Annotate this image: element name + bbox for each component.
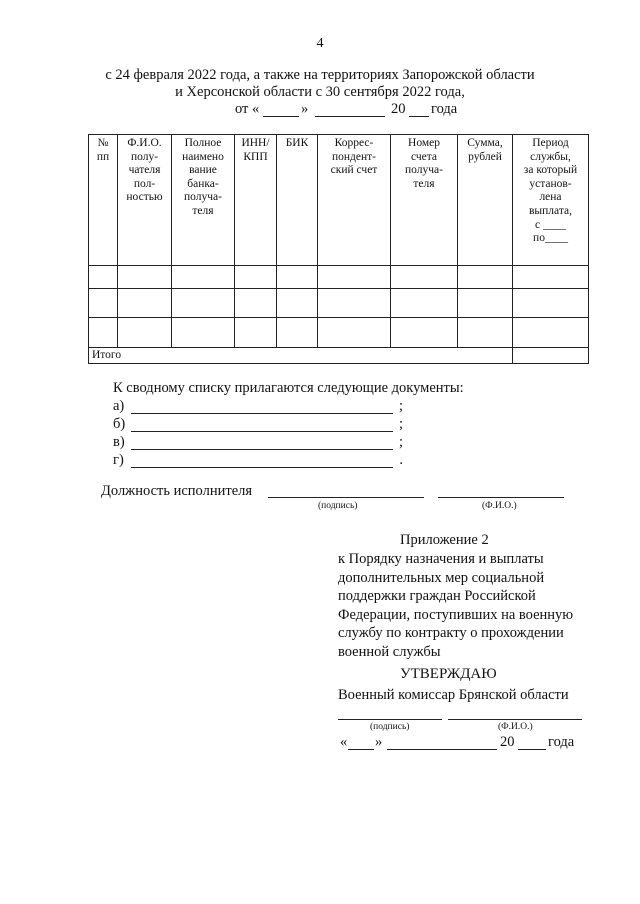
approver-signature-caption: (подпись) [370, 722, 410, 732]
approval-year-word: года [548, 734, 575, 750]
approval-title: УТВЕРЖДАЮ [400, 666, 497, 682]
executor-position-label: Должность исполнителя [101, 483, 253, 499]
approval-date-line [340, 734, 590, 752]
document-item-blank [131, 431, 393, 432]
appendix-line: военной службы [338, 643, 441, 660]
approver-name-line [448, 719, 582, 720]
month-blank [315, 116, 385, 117]
document-item-blank [131, 413, 393, 414]
document-item-label: г) [113, 452, 124, 468]
date-open-quote: от « [235, 101, 260, 117]
column-header: БИК [277, 135, 318, 266]
year-word: года [431, 101, 458, 117]
table-header-row [89, 135, 589, 266]
approver-position: Военный комиссар Брянской области [338, 687, 569, 703]
approval-day-blank [348, 749, 374, 750]
header-line-2: и Херсонской области с 30 сентября 2022 года, [175, 84, 465, 100]
document-item [113, 434, 403, 452]
column-header: Коррес- пондент- ский счет [318, 135, 391, 266]
table-row [89, 266, 589, 289]
document-item-label: в) [113, 434, 125, 450]
column-header: Период службы, за который установ- лена выплата, с ____ по____ [513, 135, 589, 266]
approver-name-caption: (Ф.И.О.) [498, 722, 533, 732]
date-close-quote: » [301, 101, 309, 117]
executor-name-line [438, 497, 564, 498]
document-item-end: . [399, 452, 403, 468]
document-item-label: а) [113, 398, 125, 414]
document-item [113, 416, 403, 434]
document-item-end: ; [398, 398, 403, 414]
appendix-line: дополнительных мер социальной [338, 569, 545, 586]
approval-date-close: » [375, 734, 383, 750]
appendix-line: поддержки граждан Российской [338, 588, 536, 604]
appendix-title: Приложение 2 [400, 532, 489, 548]
day-blank [263, 116, 299, 117]
document-item [113, 452, 403, 470]
total-cell [513, 348, 589, 364]
document-item [113, 398, 403, 416]
page-number: 4 [316, 36, 324, 51]
column-header: ИНН/ КПП [235, 135, 277, 266]
approval-year-prefix: 20 [500, 734, 515, 750]
column-header: № пп [89, 135, 118, 266]
document-item-end: ; [398, 434, 403, 450]
header-date-line [235, 101, 475, 119]
appendix-line: к Порядку назначения и выплаты [338, 551, 544, 567]
executor-signature-caption: (подпись) [318, 501, 358, 511]
total-label: Итого [89, 348, 513, 364]
document-item-blank [131, 449, 393, 450]
approval-month-blank [387, 749, 497, 750]
document-item-blank [131, 467, 393, 468]
column-header: Полное наимено вание банка- получа- теля [172, 135, 235, 266]
appendix-line: службу по контракту о прохождении [338, 625, 564, 641]
year-prefix: 20 [391, 101, 406, 117]
executor-signature-line [268, 497, 424, 498]
appendix-line: Федерации, поступивших на военную [338, 606, 574, 623]
approval-year-blank [518, 749, 546, 750]
table-row [89, 289, 589, 318]
recipients-table [88, 134, 589, 364]
approval-date-open: « [340, 734, 348, 750]
table-total-row [89, 348, 589, 364]
year-blank [409, 116, 429, 117]
executor-name-caption: (Ф.И.О.) [482, 501, 517, 511]
column-header: Сумма, рублей [458, 135, 513, 266]
column-header: Ф.И.О. полу- чателя пол- ностью [118, 135, 172, 266]
column-header: Номер счета получа- теля [391, 135, 458, 266]
document-item-end: ; [398, 416, 403, 432]
documents-intro: К сводному списку прилагаются следующие документы: [113, 380, 464, 396]
appendix-text [338, 550, 598, 661]
header-line-1: с 24 февраля 2022 года, а также на территориях Запорожской области [105, 67, 535, 83]
document-item-label: б) [113, 416, 126, 432]
table-row [89, 318, 589, 348]
approver-signature-line [338, 719, 442, 720]
